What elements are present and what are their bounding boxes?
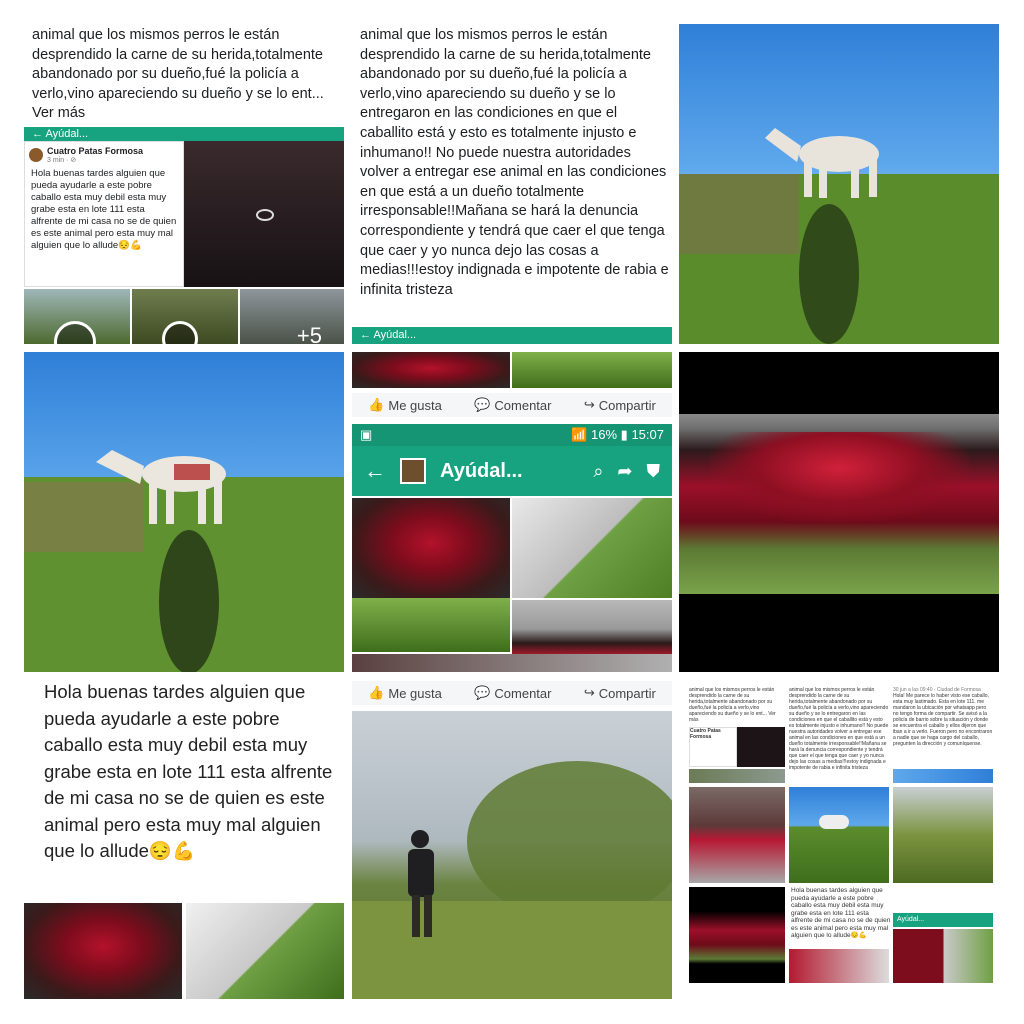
comment-button[interactable] xyxy=(474,397,551,413)
like-label: Me gusta xyxy=(388,397,442,413)
post-text-full: animal que los mismos perros le están desprendido la carne de su herida,totalmente abandonado por su dueño,fué la policía a verlo,vino apareciendo su dueño y se lo entregaron en las condiciones en que el caballito está y esto es totalmente injusto e inhumano!! No puede nuestra autoridades volver a entregar ese animal en las condiciones en que está a un dueño totalmente irresponsable!!Mañana se hará la denuncia correspondiente y tendrá que caer el que tenga que caer y yo nunca dejo las cosas a medias!!!estoy indignada e impotente de rabia e infinita tristeza xyxy=(360,27,669,298)
battery-icon: ▮ xyxy=(620,427,628,442)
panel-app-screenshot xyxy=(352,352,672,672)
share-label: Compartir xyxy=(598,397,656,413)
avatar xyxy=(29,148,43,162)
panel-post-text-large xyxy=(24,679,344,999)
shared-post-card[interactable] xyxy=(24,141,184,287)
comment-icon: 💬 xyxy=(474,397,491,412)
play-icon[interactable] xyxy=(54,321,96,344)
panel-post-text-truncated xyxy=(24,24,344,344)
eye-off-icon xyxy=(256,209,274,221)
shared-post-text: Hola buenas tardes alguien que pueda ayudarle a este pobre caballo esta muy debil esta muy grabe esta en lote 111 esta alfrente de mi casa no se de quien es este animal pero esta muy mal alguien que lo allude😔💪 xyxy=(31,168,177,251)
panel-mini-collage xyxy=(679,679,999,999)
mini-dark-thumb xyxy=(737,727,785,767)
photo-horse-field-2 xyxy=(24,352,344,672)
back-arrow-icon[interactable]: ← xyxy=(360,329,371,341)
mini-photos xyxy=(893,929,993,983)
thumbs-up-icon: 👍 xyxy=(368,397,385,412)
mini-bottom-strip xyxy=(789,949,889,983)
mini-field xyxy=(893,787,993,883)
like-label: Me gusta xyxy=(388,685,442,701)
play-icon[interactable] xyxy=(162,321,198,344)
mini-post-text: Hola buenas tardes alguien que pueda ayudarle a este pobre caballo esta muy debil esta muy grabe esta en lote 111 esta alfrente de mi casa no se de quien es este animal pero esta muy mal alguien que lo allude😔💪 xyxy=(791,887,891,939)
post-time: 3 min · ⊘ xyxy=(47,157,77,164)
share-button[interactable] xyxy=(584,397,656,413)
app-bar xyxy=(352,446,672,496)
thumb-grass-1[interactable] xyxy=(24,289,130,344)
horse-photo-svg xyxy=(24,352,344,672)
photo-horse-head[interactable] xyxy=(512,498,672,598)
battery-level: 16% xyxy=(591,427,618,442)
share-icon: ↪ xyxy=(583,685,595,700)
mini-comment xyxy=(893,687,993,777)
hidden-video-thumb[interactable] xyxy=(184,141,344,287)
action-bar xyxy=(352,681,672,705)
mini-comment-text: Hola! Me parece lo haber visto ese caballo, esta muy lastimado. Esta en lote 111. me mandaron la ubicación por whatsapp pero no tengo forma de compartir. Se avisó a la policía de barrio sobre la situación y donde se encuentra el caballo y ellos dijeron que iban a ir a verlo. Fueron pero no encontraron a nadie que se haga cargo del caballo, pregunten la dirección y comuníquense. xyxy=(893,693,993,747)
thumbs-up-icon: 👍 xyxy=(368,685,385,700)
mini-appbar xyxy=(893,913,993,927)
mini-wound-1 xyxy=(689,787,785,883)
mini-strip-blue xyxy=(893,769,993,783)
group-title: Ayúdal... xyxy=(440,459,523,482)
share-label: Compartir xyxy=(598,685,656,701)
image-icon: ▣ xyxy=(360,427,373,442)
mini-horse xyxy=(789,787,889,883)
grass-strip xyxy=(512,352,672,388)
thumb-more[interactable] xyxy=(240,289,344,344)
shadow-shape xyxy=(159,530,219,672)
comment-label: Comentar xyxy=(494,397,552,413)
mini-author: Cuatro Patas Formosa xyxy=(690,728,721,740)
mini-comment-header: 30 jun a las 09:40 · Ciudad de Formosa xyxy=(893,687,981,693)
status-bar xyxy=(352,424,672,446)
post-author[interactable]: Cuatro Patas Formosa xyxy=(47,146,144,156)
horse-photo-svg xyxy=(679,24,999,344)
group-title: Ayúdal... xyxy=(45,128,89,140)
group-avatar xyxy=(400,458,426,484)
wound-strip xyxy=(352,352,510,388)
post-text: animal que los mismos perros le están desprendido la carne de su herida,totalmente abandonado por su dueño,fué la policía a verlo,vino apareciendo su dueño y se lo ent... Ver más xyxy=(32,27,324,121)
mini-text-1: animal que los mismos perros le están desprendido la carne de su herida,totalmente abandonado por su dueño,fué la policía a verlo,vino apareciendo su dueño y se lo ent... Ver más xyxy=(689,687,776,723)
shadow-shape xyxy=(799,204,859,344)
clock: 15:07 xyxy=(631,427,664,442)
more-count: +5 xyxy=(296,323,322,344)
panel-man-field xyxy=(352,679,672,999)
status-right xyxy=(571,427,664,443)
comment-label: Comentar xyxy=(494,685,552,701)
thumb-grass-2[interactable] xyxy=(132,289,238,344)
photo-wound-closeup xyxy=(679,352,999,672)
share-arrow-icon[interactable]: ➦ xyxy=(617,460,633,481)
mini-horse-shape xyxy=(819,815,849,829)
share-icon: ↪ xyxy=(583,397,595,412)
photo-wound-thumb[interactable] xyxy=(24,903,182,999)
back-arrow-icon[interactable]: ← xyxy=(364,458,386,483)
mini-wound-2 xyxy=(689,887,785,983)
share-button[interactable] xyxy=(584,685,656,701)
mini-text-2: animal que los mismos perros le están desprendido la carne de su herida,totalmente abandonado por su dueño,fué la policía a verlo,vino apareciendo su dueño y se lo entregaron en las condiciones en que el caballito está y esto es totalmente injusto e inhumano!! No puede nuestra autoridades volver a entregar ese animal en las condiciones en que está a un dueño totalmente irresponsable!!Mañana se hará la denuncia correspondiente y tendrá que caer el que tenga que caer y yo nunca dejo las cosas a medias!!!estoy indignada e impotente de rabia e infinita tristeza xyxy=(789,687,889,771)
wifi-icon: 📶 xyxy=(571,427,588,442)
field-photo-svg xyxy=(352,711,672,999)
mini-post-card xyxy=(689,727,737,767)
group-header-bar xyxy=(352,327,672,344)
photo-strip-bottom xyxy=(352,654,672,672)
post-text-large: Hola buenas tardes alguien que pueda ayudarle a este pobre caballo esta muy debil esta muy grabe esta en lote 111 esta alfrente de mi casa no se de quien es este animal pero esta muy mal alguien que lo allude😔💪 xyxy=(44,681,333,861)
photo-grass-below-wound xyxy=(352,598,510,652)
panel-post-text-full xyxy=(352,24,672,344)
like-button[interactable] xyxy=(368,685,442,701)
comment-icon: 💬 xyxy=(474,685,491,700)
photo-horse-head-thumb[interactable] xyxy=(186,903,344,999)
photo-horse-field xyxy=(679,24,999,344)
back-arrow-icon[interactable]: ← xyxy=(32,128,43,140)
photo-wound-1[interactable] xyxy=(352,498,510,598)
group-header-bar xyxy=(24,127,344,141)
action-bar xyxy=(352,393,672,417)
comment-button[interactable] xyxy=(474,685,551,701)
like-button[interactable] xyxy=(368,397,442,413)
wound-blood xyxy=(709,432,969,522)
shield-icon[interactable]: ⛊ xyxy=(646,460,660,481)
search-icon[interactable]: ⌕ xyxy=(593,460,604,481)
mini-title: Ayúdal... xyxy=(897,916,925,923)
field-photo xyxy=(352,711,672,999)
mini-strip xyxy=(689,769,785,783)
group-title: Ayúdal... xyxy=(373,329,417,341)
